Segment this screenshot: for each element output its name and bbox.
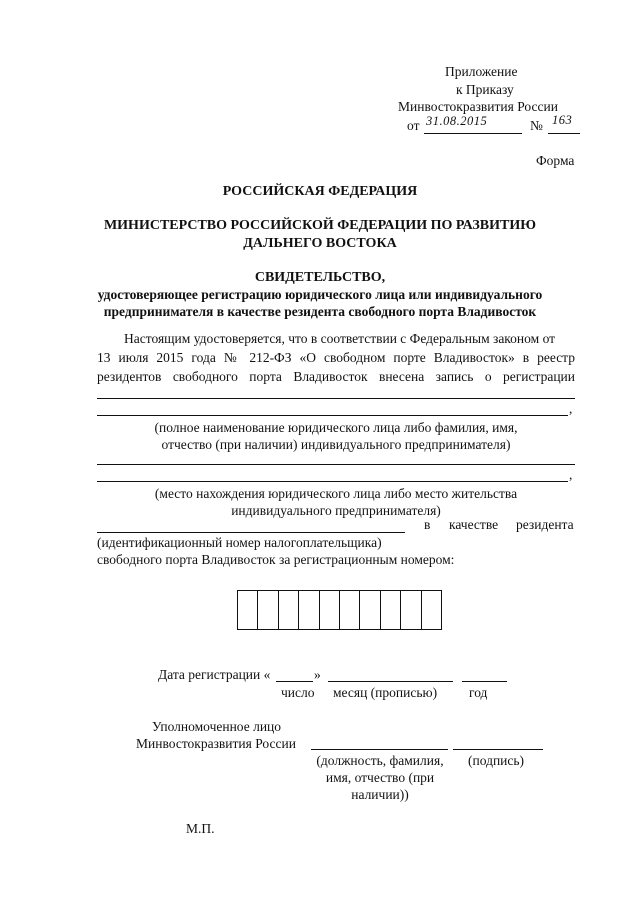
appendix-date-line [424,133,522,134]
date-month-line[interactable] [328,681,453,682]
registration-number-cell[interactable] [258,591,278,629]
hint-place-line2: индивидуального предпринимателя) [231,503,441,518]
registration-number-boxes[interactable] [237,590,442,630]
hint-position-line3: наличии)) [351,787,409,802]
appendix-label: Приложение [445,64,518,79]
date-label: Дата регистрации « [158,667,271,682]
hint-month: месяц (прописью) [333,685,438,700]
signature-line[interactable] [453,749,543,750]
authorized-person-label: Уполномоченное лицо [152,719,282,734]
registration-number-cell[interactable] [279,591,299,629]
as-word: в [424,517,431,532]
certificate-title: СВИДЕТЕЛЬСТВО, [254,270,386,285]
hint-position-line2: имя, отчество (при [325,770,435,785]
hint-inn: (идентификационный номер налогоплательщика) [97,535,382,550]
stamp-place: М.П. [186,821,215,836]
hint-name-line2: отчество (при наличии) индивидуального предпринимателя) [161,437,511,452]
hint-year: год [469,685,488,700]
entry-comma-2: , [569,467,573,482]
date-day-line[interactable] [276,681,313,682]
registration-number-cell[interactable] [299,591,319,629]
date-close-quote: » [314,667,321,682]
appendix-ministry: Минвостокразвития России [398,99,558,114]
registration-number-cell[interactable] [381,591,401,629]
country-title: РОССИЙСКАЯ ФЕДЕРАЦИЯ [222,184,418,199]
certificate-subtitle-line1: удостоверяющее регистрацию юридического лица или индивидуального [97,287,543,302]
entry-line-4[interactable] [97,481,568,482]
hint-day: число [281,685,315,700]
registration-number-cell[interactable] [422,591,442,629]
registration-number-cell[interactable] [360,591,380,629]
port-registration-line: свободного порта Владивосток за регистрационным номером: [97,552,455,567]
inn-line[interactable] [97,532,405,533]
hint-name-line1: (полное наименование юридического лица либо фамилия, имя, [154,420,518,435]
appendix-date-prefix: от [407,118,420,133]
body-line2: 13 июля 2015 года № 212-ФЗ «О свободном порте Владивосток» в реестр [97,350,575,365]
position-line[interactable] [311,749,448,750]
entry-line-1[interactable] [97,398,575,399]
ministry-title-line2: ДАЛЬНЕГО ВОСТОКА [243,236,397,251]
quality-word: качестве [449,517,499,532]
appendix-number-line [548,133,580,134]
authorized-ministry-label: Минвостокразвития России [136,736,296,751]
registration-number-cell[interactable] [320,591,340,629]
appendix-number-prefix: № [530,118,543,133]
hint-position-line1: (должность, фамилия, [316,753,444,768]
appendix-date-value: 31.08.2015 [426,114,488,128]
registration-number-cell[interactable] [238,591,258,629]
hint-sign: (подпись) [468,753,525,768]
body-line1: Настоящим удостоверяется, что в соответствии с Федеральным законом от [124,331,556,346]
hint-place-line1: (место нахождения юридического лица либо место жительства [154,486,518,501]
form-label: Форма [536,153,575,168]
body-line3: резидентов свободного порта Владивосток внесена запись о регистрации [97,369,575,384]
certificate-subtitle-line2: предпринимателя в качестве резидента свободного порта Владивосток [103,304,537,319]
registration-number-cell[interactable] [401,591,421,629]
registration-number-cell[interactable] [340,591,360,629]
appendix-order: к Приказу [456,82,514,97]
appendix-number-value: 163 [552,113,573,127]
entry-comma-1: , [569,401,573,416]
entry-line-3[interactable] [97,464,575,465]
ministry-title-line1: МИНИСТЕРСТВО РОССИЙСКОЙ ФЕДЕРАЦИИ ПО РАЗВИТИЮ [103,218,537,233]
resident-word: резидента [516,517,574,532]
date-year-line[interactable] [462,681,507,682]
entry-line-2[interactable] [97,415,568,416]
